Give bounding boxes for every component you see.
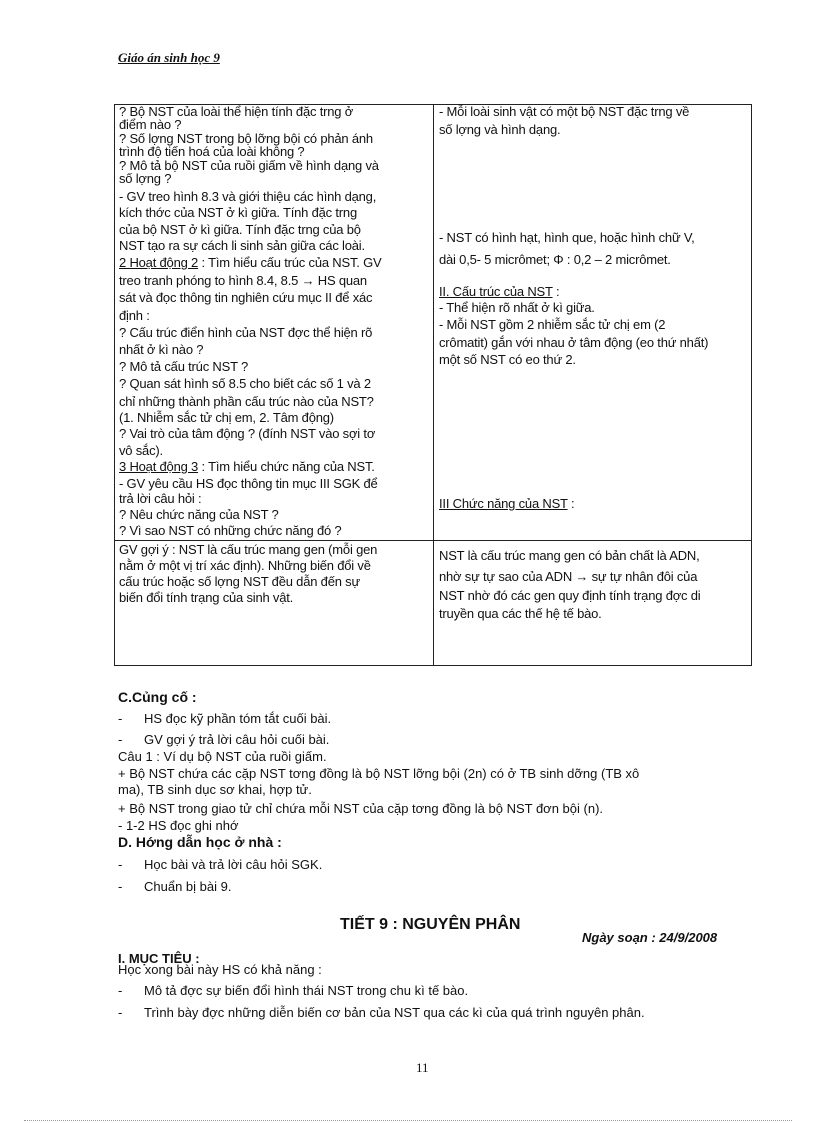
right-line: nhờ sự tự sao của ADN → sự tự nhân đôi của [439, 569, 698, 584]
text-line: + Bộ NST chứa các cặp NST tơng đồng là bộ NST lỡng bội (2n) có ở TB sinh dỡng (TB xô [118, 766, 640, 781]
footer-divider [24, 1120, 792, 1121]
right-line: - Mỗi NST gồm 2 nhiễm sắc tử chị em (2 [439, 317, 666, 332]
text-line: - 1-2 HS đọc ghi nhớ [118, 818, 239, 833]
page-number: 11 [416, 1060, 429, 1075]
left-line: ? Quan sát hình số 8.5 cho biết các số 1 và 2 [119, 376, 371, 391]
left-line: trả lời câu hỏi : [119, 491, 202, 506]
left-line: (1. Nhiễm sắc tử chị em, 2. Tâm động) [119, 410, 334, 425]
prepared-date: Ngày soạn : 24/9/2008 [582, 930, 718, 945]
left-line: kích thớc của NST ở kì giữa. Tính đặc trng [119, 205, 357, 220]
homework-heading: D. Hớng dẫn học ở nhà : [118, 834, 282, 850]
left-line: vô sắc). [119, 443, 163, 458]
bullet-item: - HS đọc kỹ phần tóm tắt cuối bài. [118, 711, 332, 726]
left-line: biến đổi tính trạng của sinh vật. [119, 590, 294, 605]
left-line: nằm ở một vị trí xác định). Những biến đổi về [119, 558, 371, 573]
text-line: Câu 1 : Ví dụ bộ NST của ruồi giấm. [118, 749, 327, 764]
left-line: ? Mô tả cấu trúc NST ? [119, 359, 249, 374]
right-line: số lợng và hình dạng. [439, 122, 561, 137]
text-line: + Bộ NST trong giao tử chỉ chứa mỗi NST của cặp tơng đồng là bộ NST đơn bội (n). [118, 801, 604, 816]
left-line: ? Mô tả bộ NST của ruồi giấm về hình dạng và [119, 158, 379, 173]
right-line: một số NST có eo thứ 2. [439, 352, 576, 367]
left-line: ? Bộ NST của loài thể hiện tính đặc trng ở [119, 104, 354, 119]
lesson-title: TIẾT 9 : NGUYÊN PHÂN [340, 916, 521, 933]
right-line: - NST có hình hạt, hình que, hoặc hình chữ V, [439, 230, 695, 245]
left-line: định : [119, 308, 150, 323]
column-divider [433, 105, 434, 665]
row-divider [115, 540, 751, 541]
left-line: trình độ tiến hoá của loài không ? [119, 144, 305, 159]
left-line: nhất ở kì nào ? [119, 342, 204, 357]
right-line: NST là cấu trúc mang gen có bản chất là ADN, [439, 548, 700, 563]
left-line: treo tranh phóng to hình 8.4, 8.5 → HS quan [119, 273, 367, 288]
bullet-item: - Học bài và trả lời câu hỏi SGK. [118, 857, 323, 872]
left-line: sát và đọc thông tin nghiên cứu mục II để xác [119, 290, 373, 305]
left-line: của bộ NST ở kì giữa. Tính đặc trng của bộ [119, 222, 361, 237]
text-line: ma), TB sinh dục sơ khai, hợp tử. [118, 782, 312, 797]
objective-intro: Học xong bài này HS có khả năng : [118, 962, 322, 977]
document-header: Giáo án sinh học 9 [118, 50, 220, 65]
left-line: chỉ những thành phần cấu trúc nào của NST? [119, 394, 374, 409]
right-line: truyền qua các thế hệ tế bào. [439, 606, 602, 621]
right-line: crômatit) gắn với nhau ở tâm động (eo thứ nhất) [439, 335, 709, 350]
left-line: - GV yêu cầu HS đọc thông tin mục III SGK để [119, 476, 378, 491]
left-line: số lợng ? [119, 171, 172, 186]
right-line: dài 0,5- 5 micrômet; Φ : 0,2 – 2 micrômet. [439, 252, 671, 267]
left-line: cấu trúc hoặc số lợng NST đều dẫn đến sự [119, 574, 360, 589]
left-line: GV gợi ý : NST là cấu trúc mang gen (mỗi gen [119, 542, 378, 557]
left-line: điểm nào ? [119, 117, 182, 132]
activity-3-heading: 3 Hoạt động 3 : Tìm hiểu chức năng của NST. [119, 459, 375, 474]
lesson-table [114, 104, 752, 666]
left-line: NST tạo ra sự cách li sinh sản giữa các loài. [119, 238, 365, 253]
left-line: ? Vì sao NST có những chức năng đó ? [119, 523, 342, 538]
left-line: ? Nêu chức năng của NST ? [119, 507, 279, 522]
bullet-item: - GV gợi ý trả lời câu hỏi cuối bài. [118, 732, 330, 747]
bullet-item: - Mô tả đợc sự biến đổi hình thái NST trong chu kì tế bào. [118, 983, 469, 998]
left-line: ? Số lợng NST trong bộ lỡng bội có phản ánh [119, 131, 373, 146]
activity-2-heading: 2 Hoạt động 2 : Tìm hiểu cấu trúc của NST. GV [119, 255, 382, 270]
bullet-item: - Trình bày đợc những diễn biến cơ bản của NST qua các kì của quá trình nguyên phân. [118, 1005, 645, 1020]
function-heading: III Chức năng của NST : [439, 496, 575, 511]
structure-heading: II. Cấu trúc của NST : [439, 284, 560, 299]
left-line: ? Cấu trúc điển hình của NST đợc thể hiện rõ [119, 325, 373, 340]
left-line: ? Vai trò của tâm động ? (đính NST vào sợi tơ [119, 426, 376, 441]
right-line: NST nhờ đó các gen quy định tính trạng đợc di [439, 588, 701, 603]
objective-heading: I. MỤC TIÊU : [118, 951, 200, 966]
left-line: - GV treo hình 8.3 và giới thiệu các hình dạng, [119, 189, 377, 204]
bullet-item: - Chuẩn bị bài 9. [118, 879, 232, 894]
right-line: - Mỗi loài sinh vật có một bộ NST đặc trng về [439, 104, 690, 119]
consolidation-heading: C.Củng cố : [118, 689, 197, 705]
right-line: - Thể hiện rõ nhất ở kì giữa. [439, 300, 595, 315]
